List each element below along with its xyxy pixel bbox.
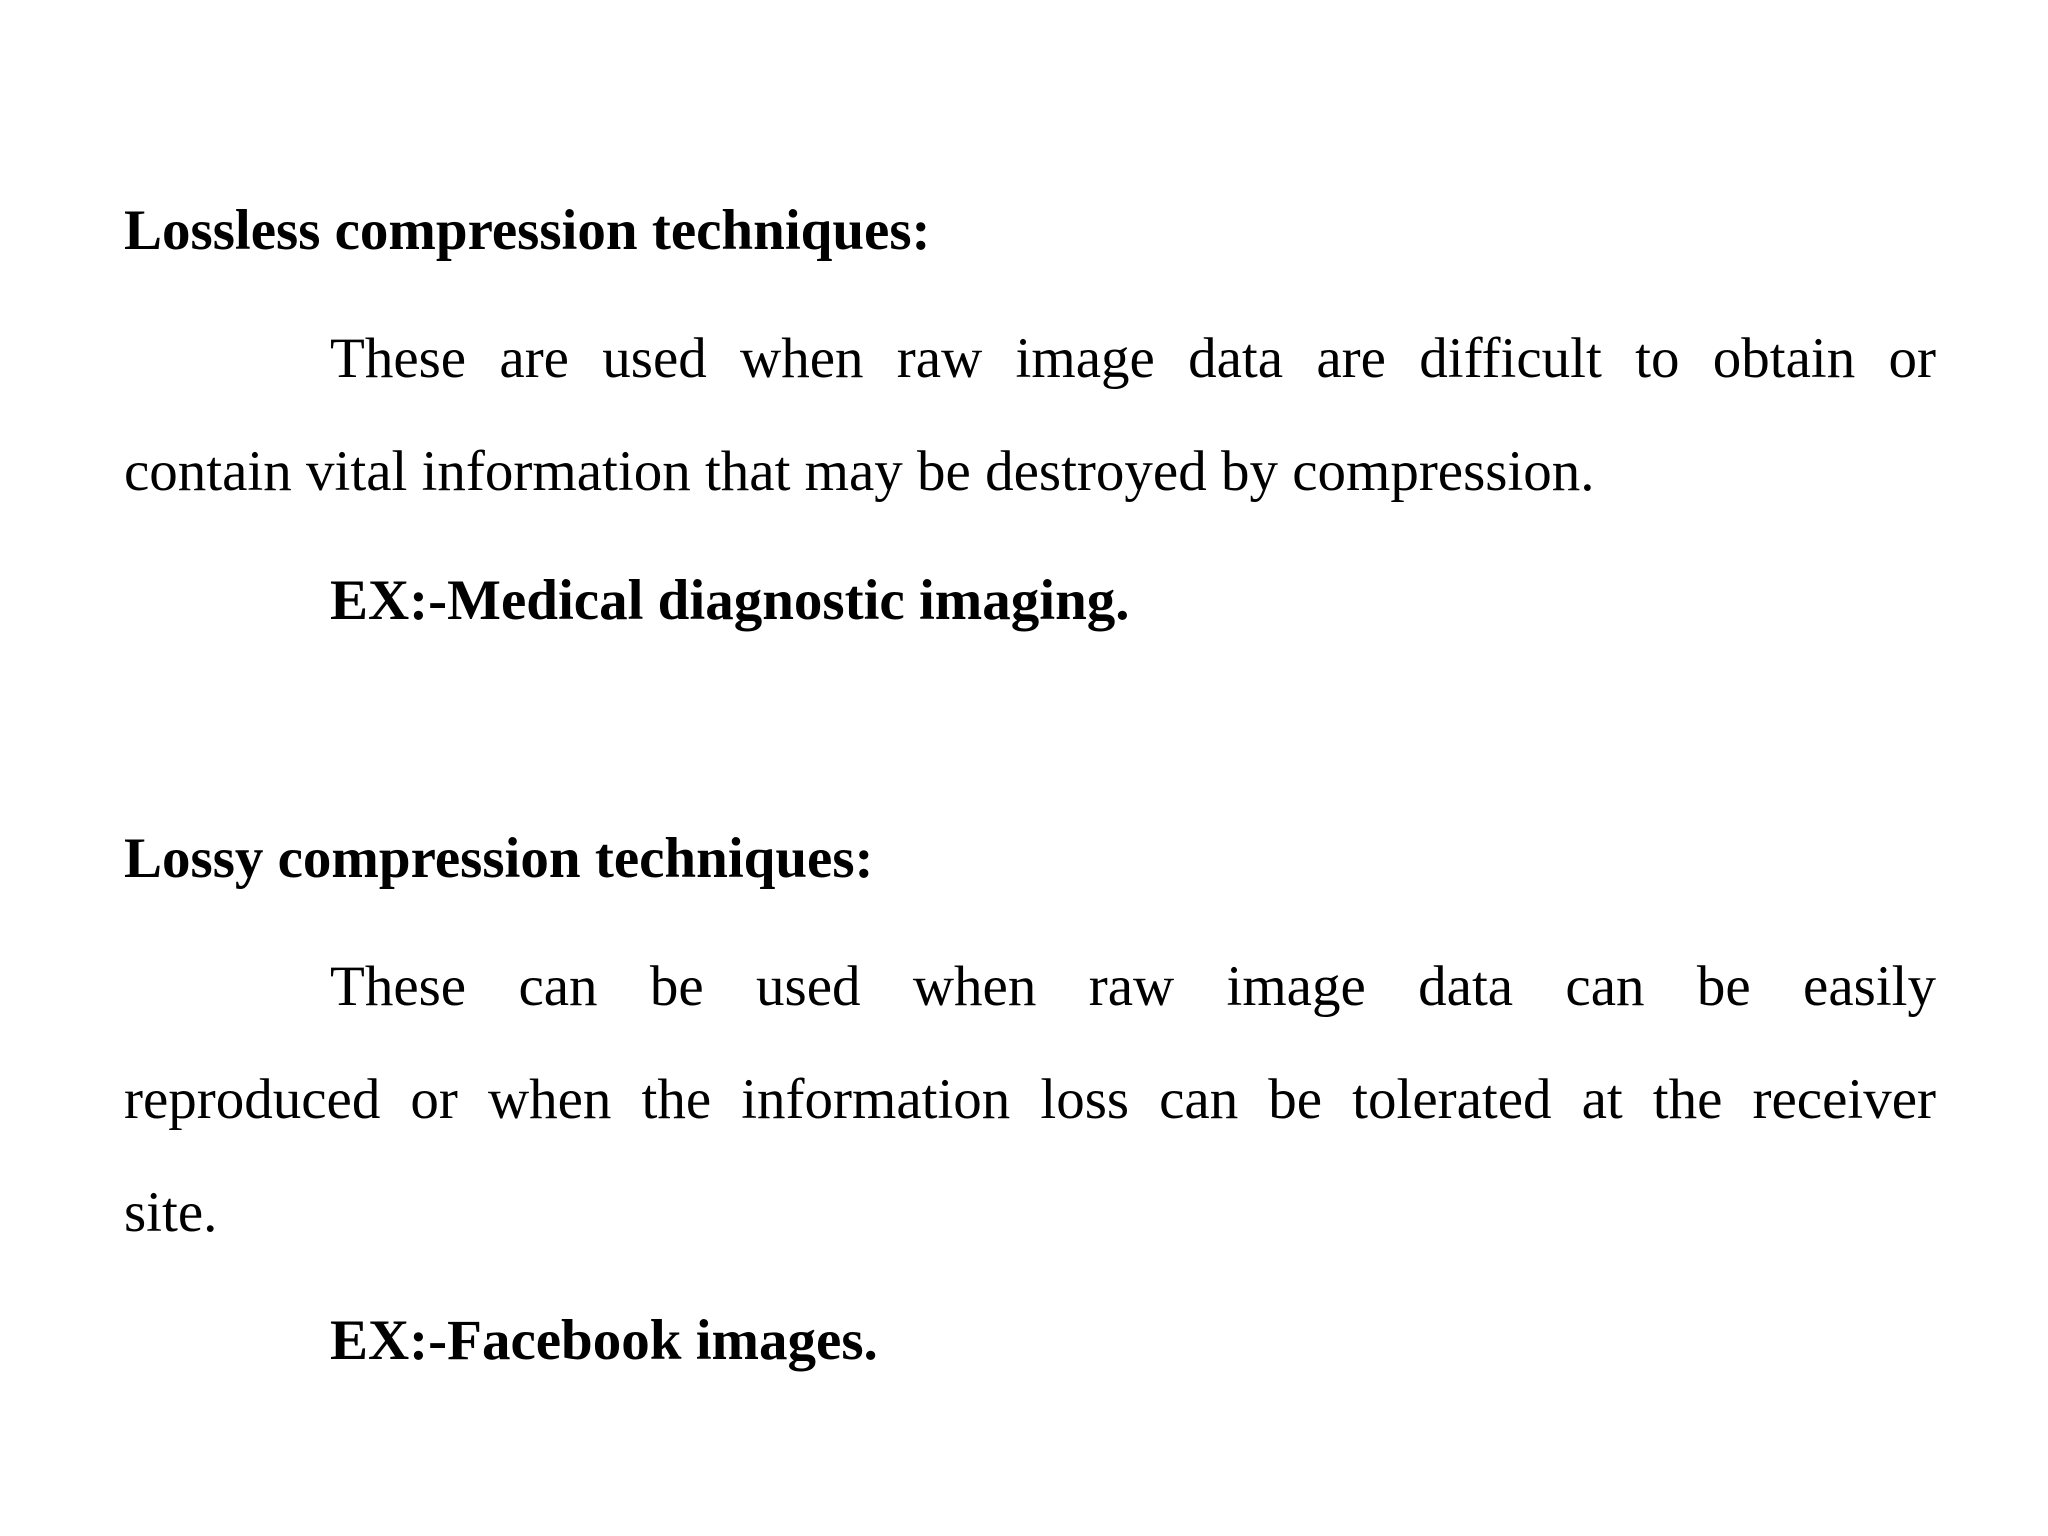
example-lossless: EX:-Medical diagnostic imaging. [330, 569, 1130, 632]
paragraph-line-lossy-2: reproduced or when the information loss can be tolerated at the receiver [124, 1068, 1936, 1131]
paragraph-line-lossless-1: These are used when raw image data are difficult to obtain or [330, 327, 1936, 390]
paragraph-line-lossless-2: contain vital information that may be destroyed by compression. [124, 440, 1595, 503]
example-lossy: EX:-Facebook images. [330, 1309, 878, 1372]
section-heading-lossy: Lossy compression techniques: [124, 827, 874, 890]
paragraph-line-lossy-3: site. [124, 1181, 218, 1244]
section-heading-lossless: Lossless compression techniques: [124, 199, 931, 262]
paragraph-line-lossy-1: These can be used when raw image data can be easily [330, 955, 1936, 1018]
